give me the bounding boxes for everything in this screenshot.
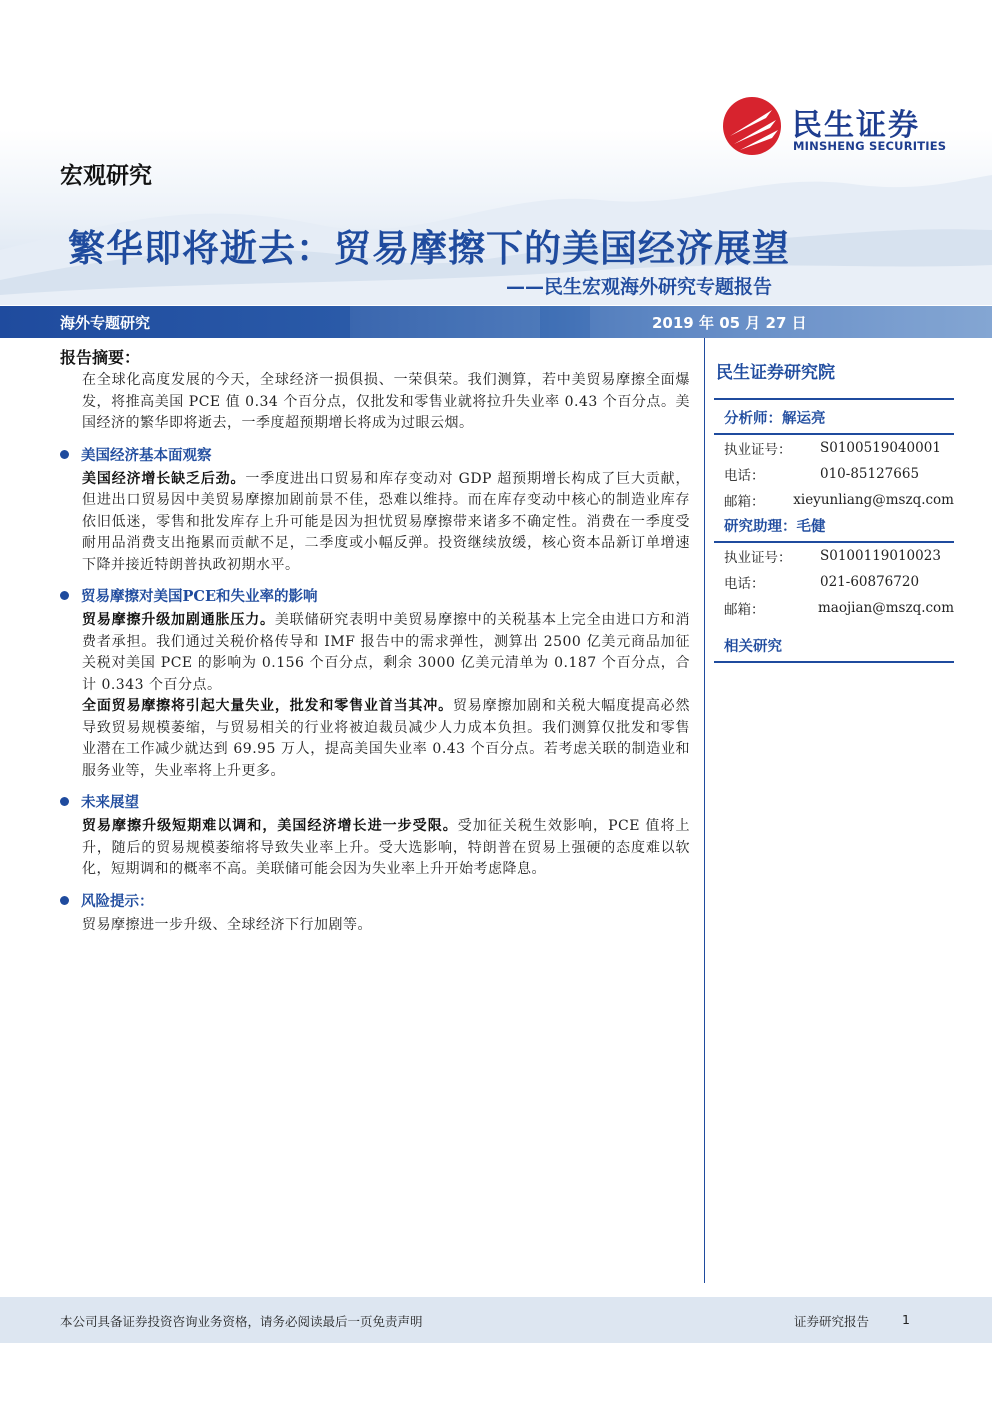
- section-paragraph: [82, 469, 690, 577]
- report-title: 繁华即将逝去：贸易摩擦下的美国经济展望: [68, 227, 790, 270]
- info-value: maojian@mszq.com: [818, 600, 954, 616]
- footer-doc-type: 证券研究报告: [794, 1314, 870, 1329]
- assistant-info-row: [714, 543, 954, 569]
- bullet-icon: [60, 797, 69, 806]
- section-header: [60, 791, 690, 812]
- brand-name-en: MINSHENG SECURITIES: [793, 139, 947, 153]
- bullet-icon: [60, 896, 69, 905]
- paragraph-text: 贸易摩擦进一步升级、全球经济下行加剧等。: [82, 916, 372, 933]
- section-title: 未来展望: [81, 794, 139, 811]
- paragraph-lead: 贸易摩擦升级加剧通胀压力。: [82, 612, 275, 628]
- section-paragraph: [82, 696, 690, 782]
- section-title: 美国经济基本面观察: [81, 446, 212, 464]
- paragraph-lead: 贸易摩擦升级短期难以调和，美国经济增长进一步受限。: [82, 818, 458, 834]
- info-key: 邮箱：: [724, 494, 765, 510]
- abstract-text: 在全球化高度发展的今天，全球经济一损俱损、一荣俱荣。我们测算，若中美贸易摩擦全面爆发，将推高美国 PCE 值 0.34 个百分点，仅批发和零售业就将拉升失业率 0.43 个百分点。美国经济的繁华即将逝去，一季度超预期增长将成为过眼云烟。: [82, 372, 690, 431]
- analyst-info-row: [714, 487, 954, 513]
- assistant-info-row: [714, 595, 954, 621]
- related-research-heading: 相关研究: [724, 638, 782, 655]
- report-type: 海外专题研究: [60, 314, 151, 332]
- page-number: 1: [902, 1312, 910, 1327]
- paragraph-text: 美联储研究表明中美贸易摩擦中的关税基本上完全由进口方和消费者承担。我们通过关税价格传导和 IMF 报告中的需求弹性，测算出 2500 亿美元商品加征关税对美国 PCE 的影响为 0.156 个百分点，剩余 3000 亿美元清单为 0.187 个百分点，合计 0.343 个百分点。: [82, 612, 691, 693]
- paragraph-text: 受加征关税生效影响，PCE 值将上升，随后的贸易规模萎缩将导致失业率上升。受大选影响，特朗普在贸易上强硬的态度难以软化，短期调和的概率不高。美联储可能会因为失业率上升开始考虑降息。: [82, 818, 690, 877]
- analyst-heading: 分析师：解运亮: [724, 410, 826, 427]
- info-value: 021-60876720: [820, 574, 920, 590]
- section-header: [60, 890, 690, 911]
- info-key: 执业证号：: [724, 442, 792, 458]
- brand-name-cn: 民生证券: [792, 108, 920, 143]
- footer-disclaimer: 本公司具备证券投资咨询业务资格，请务必阅读最后一页免责声明: [60, 1314, 423, 1329]
- bullet-icon: [60, 450, 69, 459]
- info-value: S0100119010023: [820, 548, 941, 564]
- analyst-info-row: [714, 461, 954, 487]
- section-header: [60, 585, 690, 606]
- paragraph-lead: 美国经济增长缺乏后劲。: [82, 470, 246, 487]
- info-value: 010-85127665: [820, 466, 920, 482]
- info-value: xieyunliang@mszq.com: [793, 492, 954, 508]
- info-key: 电话：: [724, 576, 765, 592]
- paragraph-lead: 全面贸易摩擦将引起大量失业，批发和零售业首当其冲。: [82, 698, 453, 714]
- bullet-icon: [60, 591, 69, 600]
- section-header: [60, 444, 690, 465]
- report-date: 2019 年 05 月 27 日: [652, 314, 807, 332]
- paragraph-text: 贸易摩擦加剧和关税大幅度提高必然导致贸易规模萎缩，与贸易相关的行业将被迫裁员减少人力成本负担。我们测算仅批发和零售业潜在工作减少就达到 69.95 万人，提高美国失业率 0.43 个百分点。若考虑关联的制造业和服务业等，失业率将上升更多。: [82, 698, 690, 779]
- abstract-title: 报告摘要：: [60, 348, 141, 367]
- assistant-info-row: [714, 569, 954, 595]
- analyst-info-row: [714, 435, 954, 461]
- section-title: 贸易摩擦对美国PCE和失业率的影响: [81, 588, 318, 605]
- info-key: 执业证号：: [724, 550, 792, 566]
- sidebar-rule: [714, 661, 954, 663]
- section-title: 风险提示：: [81, 892, 154, 910]
- info-value: S0100519040001: [820, 440, 941, 456]
- main-content: [60, 345, 690, 936]
- section-paragraph: [82, 816, 690, 881]
- section-paragraph: [82, 915, 690, 937]
- sidebar: [714, 358, 954, 663]
- info-key: 电话：: [724, 468, 765, 484]
- paragraph-text: 一季度进出口贸易和库存变动对 GDP 超预期增长构成了巨大贡献，但进出口贸易因中美贸易摩擦加剧前景不佳，恐难以维持。而在库存变动中核心的制造业库存依旧低迷，零售和批发库存上升可能是因为担忧贸易摩擦带来诸多不确定性。消费在一季度受耐用品消费支出拖累而贡献不足，二季度或小幅反弹。投资继续放缓，核心资本品新订单增速下降并接近特朗普执政初期水平。: [82, 470, 691, 573]
- info-key: 邮箱：: [724, 602, 765, 618]
- report-subtitle: ——民生宏观海外研究专题报告: [506, 276, 773, 298]
- column-divider: [704, 338, 705, 1283]
- section-paragraph: [82, 610, 690, 696]
- institute-name: 民生证券研究院: [716, 363, 835, 383]
- info-bar-segment: [350, 306, 540, 338]
- assistant-heading: 研究助理：毛健: [724, 518, 826, 535]
- report-category: 宏观研究: [60, 163, 152, 189]
